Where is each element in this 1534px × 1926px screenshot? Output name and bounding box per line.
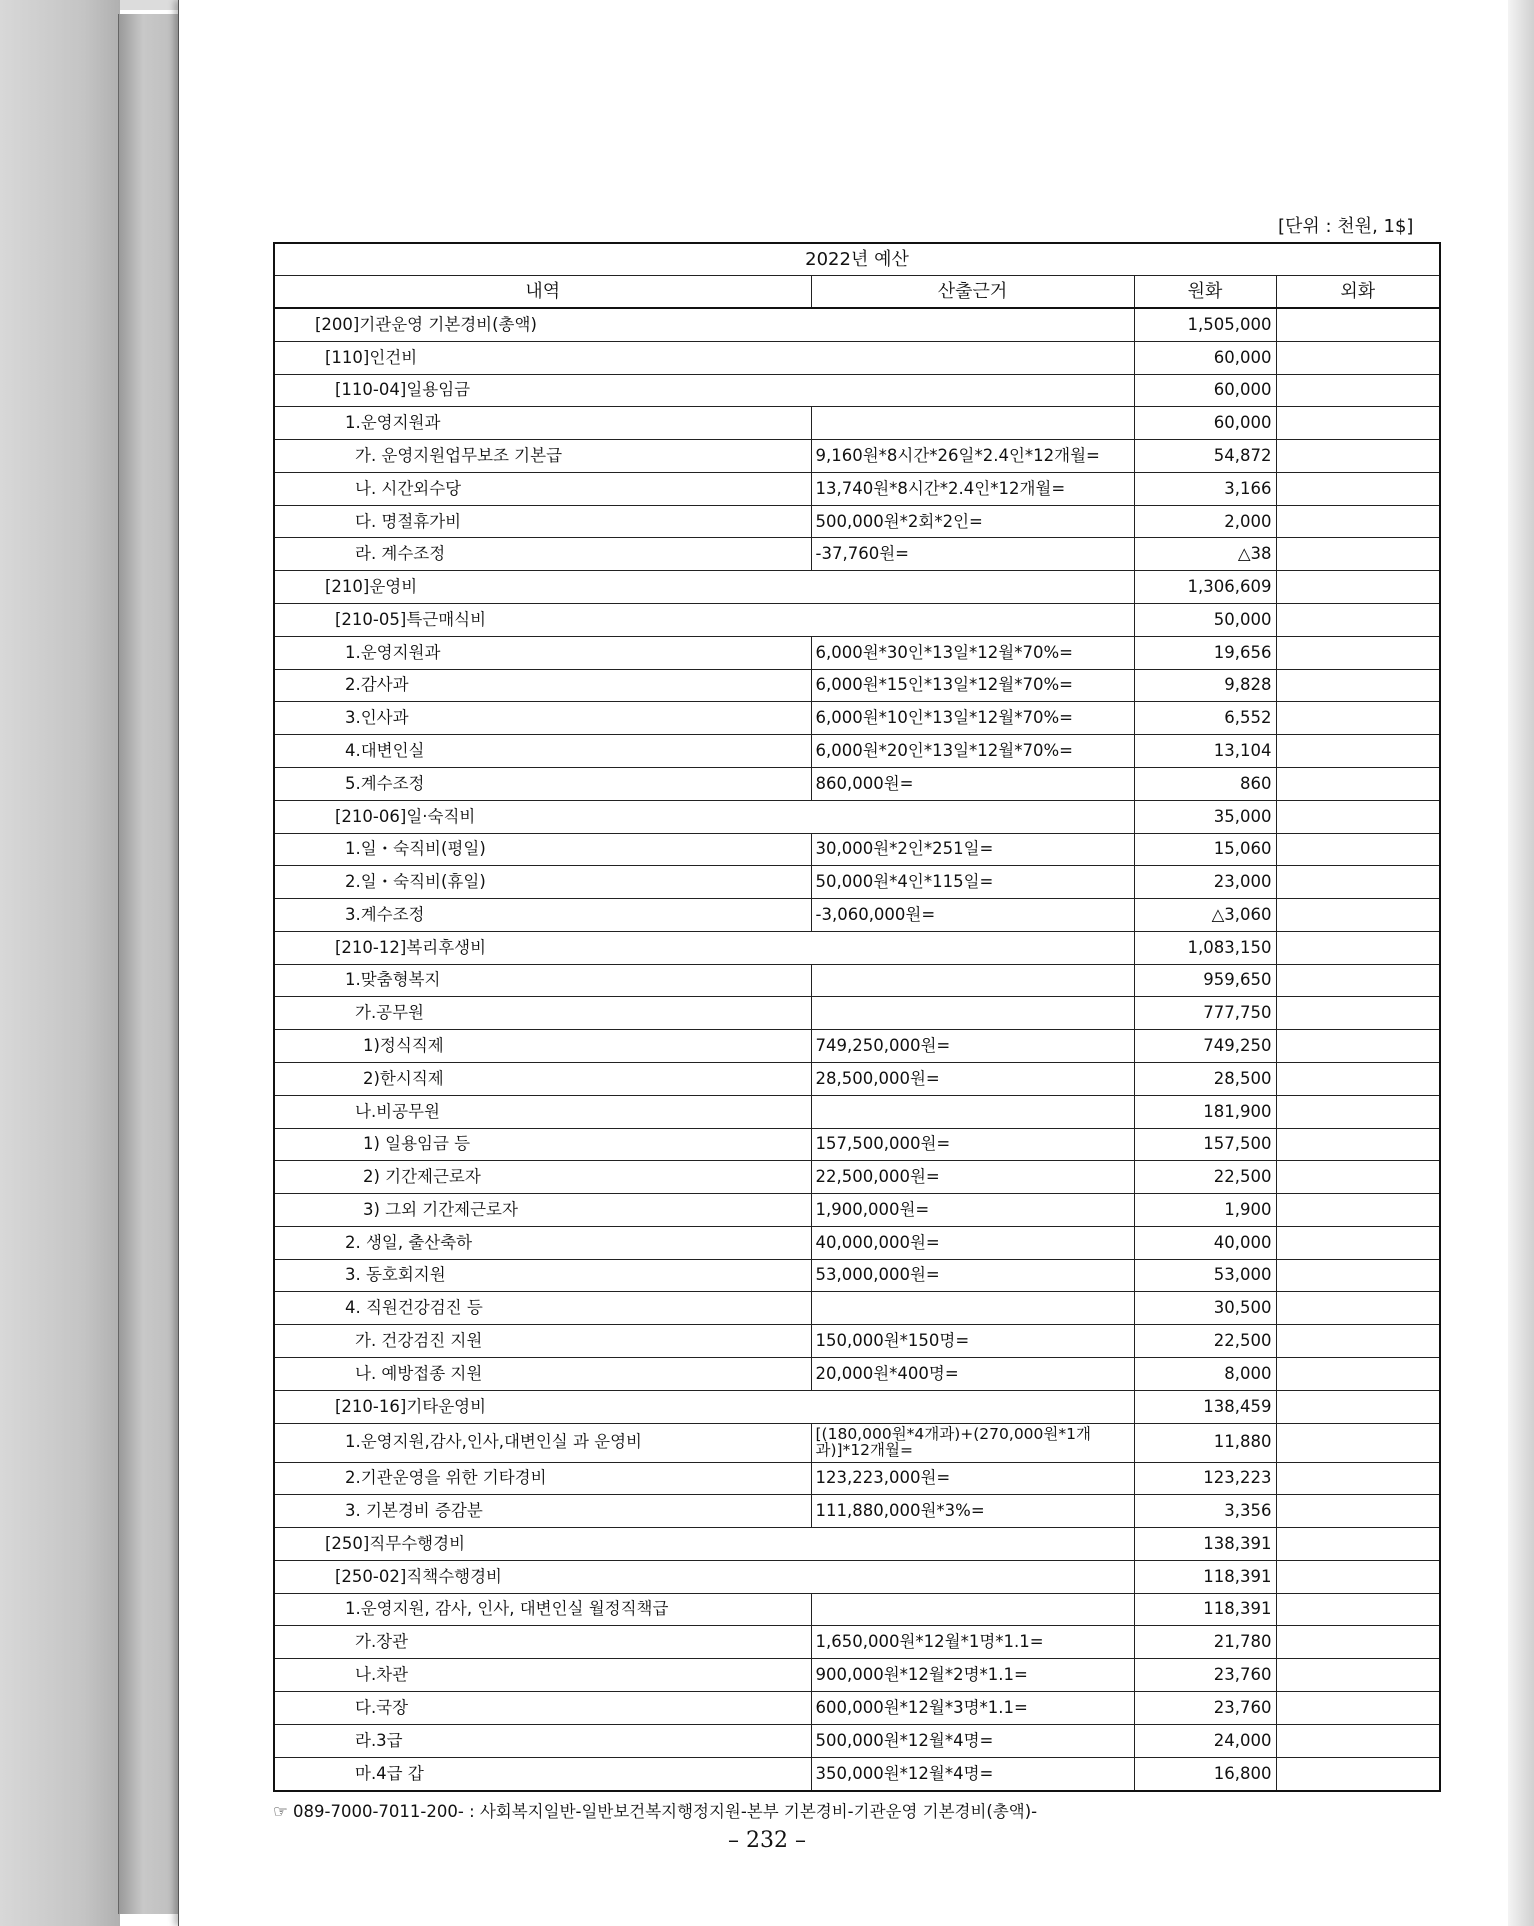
table-row — [274, 1593, 1440, 1626]
cell-fx — [1276, 767, 1440, 800]
cell-fx — [1276, 1724, 1440, 1757]
cell-basis: 6,000원*15인*13일*12월*70%= — [811, 669, 1134, 702]
table-row — [274, 833, 1440, 866]
table-row — [274, 407, 1440, 440]
cell-item: [210-12]복리후생비 — [274, 931, 1134, 964]
table-row — [274, 1128, 1440, 1161]
cell-krw: 60,000 — [1134, 341, 1276, 374]
cell-krw: 60,000 — [1134, 374, 1276, 407]
table-row — [274, 505, 1440, 538]
cell-fx — [1276, 735, 1440, 768]
cell-krw: 1,505,000 — [1134, 308, 1276, 341]
cell-fx — [1276, 1528, 1440, 1561]
cell-fx — [1276, 1161, 1440, 1194]
column-header-row — [274, 276, 1440, 309]
cell-fx — [1276, 1757, 1440, 1791]
cell-krw: 23,000 — [1134, 866, 1276, 899]
cell-krw: 54,872 — [1134, 440, 1276, 473]
cell-item: 나.차관 — [274, 1659, 811, 1692]
column-header-fx: 외화 — [1276, 276, 1440, 309]
table-row — [274, 1194, 1440, 1227]
cell-basis: 28,500,000원= — [811, 1062, 1134, 1095]
cell-fx — [1276, 899, 1440, 932]
book-spine — [118, 14, 179, 1914]
cell-basis: 350,000원*12월*4명= — [811, 1757, 1134, 1791]
cell-item: 1.맞춤형복지 — [274, 964, 811, 997]
cell-basis — [811, 964, 1134, 997]
cell-basis: 9,160원*8시간*26일*2.4인*12개월= — [811, 440, 1134, 473]
table-row — [274, 1062, 1440, 1095]
cell-fx — [1276, 571, 1440, 604]
cell-krw: 30,500 — [1134, 1292, 1276, 1325]
cell-krw: 1,083,150 — [1134, 931, 1276, 964]
table-row — [274, 1226, 1440, 1259]
cell-krw: 749,250 — [1134, 1030, 1276, 1063]
cell-krw: 860 — [1134, 767, 1276, 800]
table-row — [274, 800, 1440, 833]
cell-fx — [1276, 1560, 1440, 1593]
table-row — [274, 341, 1440, 374]
cell-krw: 1,306,609 — [1134, 571, 1276, 604]
cell-krw: △3,060 — [1134, 899, 1276, 932]
cell-item: 3. 동호회지원 — [274, 1259, 811, 1292]
cell-fx — [1276, 1593, 1440, 1626]
table-row — [274, 702, 1440, 735]
cell-item: 1)정식직제 — [274, 1030, 811, 1063]
cell-fx — [1276, 308, 1440, 341]
cell-fx — [1276, 407, 1440, 440]
cell-krw: 3,166 — [1134, 472, 1276, 505]
cell-krw: 40,000 — [1134, 1226, 1276, 1259]
cell-item: 가. 운영지원업무보조 기본급 — [274, 440, 811, 473]
cell-item: 1.운영지원과 — [274, 407, 811, 440]
table-row — [274, 1423, 1440, 1462]
cell-item: 가.장관 — [274, 1626, 811, 1659]
cell-krw: 19,656 — [1134, 636, 1276, 669]
cell-fx — [1276, 1390, 1440, 1423]
table-row — [274, 636, 1440, 669]
cell-item: 가.공무원 — [274, 997, 811, 1030]
cell-basis: 6,000원*20인*13일*12월*70%= — [811, 735, 1134, 768]
cell-krw: 8,000 — [1134, 1358, 1276, 1391]
cell-basis: -3,060,000원= — [811, 899, 1134, 932]
column-header-basis: 산출근거 — [811, 276, 1134, 309]
table-row — [274, 1724, 1440, 1757]
table-row — [274, 1390, 1440, 1423]
cell-krw: 3,356 — [1134, 1495, 1276, 1528]
table-row — [274, 1528, 1440, 1561]
table-title: 2022년 예산 — [274, 243, 1440, 276]
cell-krw: 118,391 — [1134, 1593, 1276, 1626]
cell-basis: 860,000원= — [811, 767, 1134, 800]
cell-fx — [1276, 1691, 1440, 1724]
cell-fx — [1276, 440, 1440, 473]
cell-krw: 138,391 — [1134, 1528, 1276, 1561]
cell-basis — [811, 1095, 1134, 1128]
cell-krw: 15,060 — [1134, 833, 1276, 866]
cell-item: [250]직무수행경비 — [274, 1528, 1134, 1561]
cell-basis: 53,000,000원= — [811, 1259, 1134, 1292]
table-row — [274, 1495, 1440, 1528]
cell-item: 라.3급 — [274, 1724, 811, 1757]
cell-basis: 111,880,000원*3%= — [811, 1495, 1134, 1528]
table-row — [274, 1292, 1440, 1325]
table-row — [274, 308, 1440, 341]
table-row — [274, 1358, 1440, 1391]
cell-item: [210-06]일·숙직비 — [274, 800, 1134, 833]
cell-krw: 24,000 — [1134, 1724, 1276, 1757]
cell-basis: 157,500,000원= — [811, 1128, 1134, 1161]
cell-krw: 157,500 — [1134, 1128, 1276, 1161]
cell-krw: 28,500 — [1134, 1062, 1276, 1095]
cell-fx — [1276, 833, 1440, 866]
cell-fx — [1276, 1358, 1440, 1391]
cell-fx — [1276, 1095, 1440, 1128]
cell-krw: 138,459 — [1134, 1390, 1276, 1423]
table-row — [274, 1462, 1440, 1495]
cell-krw: 123,223 — [1134, 1462, 1276, 1495]
table-row — [274, 472, 1440, 505]
cell-item: 4.대변인실 — [274, 735, 811, 768]
unit-label: [단위 : 천원, 1$] — [1278, 216, 1414, 237]
cell-krw: 60,000 — [1134, 407, 1276, 440]
cell-fx — [1276, 1062, 1440, 1095]
table-row — [274, 1259, 1440, 1292]
table-row — [274, 1659, 1440, 1692]
cell-item: [210]운영비 — [274, 571, 1134, 604]
table-row — [274, 767, 1440, 800]
cell-basis: 123,223,000원= — [811, 1462, 1134, 1495]
cell-fx — [1276, 866, 1440, 899]
cell-item: 5.계수조정 — [274, 767, 811, 800]
cell-krw: 118,391 — [1134, 1560, 1276, 1593]
cell-item: 3. 기본경비 증감분 — [274, 1495, 811, 1528]
cell-fx — [1276, 505, 1440, 538]
cell-krw: 181,900 — [1134, 1095, 1276, 1128]
cell-basis: -37,760원= — [811, 538, 1134, 571]
cell-krw: 23,760 — [1134, 1691, 1276, 1724]
table-row — [274, 1161, 1440, 1194]
cell-krw: 50,000 — [1134, 604, 1276, 637]
cell-basis: 1,650,000원*12월*1명*1.1= — [811, 1626, 1134, 1659]
table-row — [274, 735, 1440, 768]
cell-basis: [(180,000원*4개과)+(270,000원*1개과)]*12개월= — [811, 1423, 1134, 1462]
cell-krw: 22,500 — [1134, 1161, 1276, 1194]
cell-item: 1) 일용임금 등 — [274, 1128, 811, 1161]
cell-item: 다.국장 — [274, 1691, 811, 1724]
cell-item: 3.인사과 — [274, 702, 811, 735]
cell-fx — [1276, 964, 1440, 997]
cell-krw: 22,500 — [1134, 1325, 1276, 1358]
table-row — [274, 1325, 1440, 1358]
cell-krw: 53,000 — [1134, 1259, 1276, 1292]
cell-item: 1.운영지원, 감사, 인사, 대변인실 월정직책급 — [274, 1593, 811, 1626]
cell-basis: 20,000원*400명= — [811, 1358, 1134, 1391]
table-row — [274, 669, 1440, 702]
cell-basis: 900,000원*12월*2명*1.1= — [811, 1659, 1134, 1692]
cell-fx — [1276, 472, 1440, 505]
cell-basis: 6,000원*10인*13일*12월*70%= — [811, 702, 1134, 735]
column-header-krw: 원화 — [1134, 276, 1276, 309]
cell-item: [250-02]직책수행경비 — [274, 1560, 1134, 1593]
cell-item: 1.일・숙직비(평일) — [274, 833, 811, 866]
cell-basis: 749,250,000원= — [811, 1030, 1134, 1063]
cell-item: 3) 그외 기간제근로자 — [274, 1194, 811, 1227]
cell-item: 3.계수조정 — [274, 899, 811, 932]
cell-fx — [1276, 931, 1440, 964]
table-row — [274, 604, 1440, 637]
cell-basis: 40,000,000원= — [811, 1226, 1134, 1259]
cell-fx — [1276, 341, 1440, 374]
cell-fx — [1276, 702, 1440, 735]
page-edge-left — [0, 0, 120, 1926]
cell-krw: 21,780 — [1134, 1626, 1276, 1659]
cell-item: [110]인건비 — [274, 341, 1134, 374]
cell-item: 다. 명절휴가비 — [274, 505, 811, 538]
cell-fx — [1276, 1292, 1440, 1325]
cell-item: 나. 예방접종 지원 — [274, 1358, 811, 1391]
table-row — [274, 964, 1440, 997]
cell-krw: 13,104 — [1134, 735, 1276, 768]
cell-krw: 23,760 — [1134, 1659, 1276, 1692]
cell-basis: 22,500,000원= — [811, 1161, 1134, 1194]
cell-fx — [1276, 800, 1440, 833]
cell-krw: 959,650 — [1134, 964, 1276, 997]
table-row — [274, 866, 1440, 899]
page-number: – 232 – — [728, 1828, 806, 1853]
cell-basis: 500,000원*12월*4명= — [811, 1724, 1134, 1757]
cell-item: 2.감사과 — [274, 669, 811, 702]
cell-krw: 35,000 — [1134, 800, 1276, 833]
cell-item: 1.운영지원,감사,인사,대변인실 과 운영비 — [274, 1423, 811, 1462]
cell-item: 2. 생일, 출산축하 — [274, 1226, 811, 1259]
cell-fx — [1276, 1659, 1440, 1692]
cell-basis — [811, 407, 1134, 440]
cell-basis: 150,000원*150명= — [811, 1325, 1134, 1358]
cell-krw: △38 — [1134, 538, 1276, 571]
cell-fx — [1276, 1423, 1440, 1462]
cell-fx — [1276, 1128, 1440, 1161]
table-row — [274, 1030, 1440, 1063]
cell-item: 나. 시간외수당 — [274, 472, 811, 505]
table-row — [274, 1691, 1440, 1724]
cell-fx — [1276, 538, 1440, 571]
cell-item: [210-16]기타운영비 — [274, 1390, 1134, 1423]
table-row — [274, 931, 1440, 964]
cell-fx — [1276, 669, 1440, 702]
cell-krw: 777,750 — [1134, 997, 1276, 1030]
cell-item: 가. 건강검진 지원 — [274, 1325, 811, 1358]
cell-item: 2) 기간제근로자 — [274, 1161, 811, 1194]
cell-basis — [811, 997, 1134, 1030]
footnote: ☞ 089-7000-7011-200- : 사회복지일반-일반보건복지행정지원-본부 기본경비-기관운영 기본경비(총액)- — [273, 1802, 1038, 1821]
table-row — [274, 571, 1440, 604]
budget-table — [273, 242, 1441, 1792]
cell-item: 1.운영지원과 — [274, 636, 811, 669]
cell-krw: 9,828 — [1134, 669, 1276, 702]
table-row — [274, 538, 1440, 571]
cell-fx — [1276, 1030, 1440, 1063]
cell-item: [200]기관운영 기본경비(총액) — [274, 308, 1134, 341]
table-row — [274, 1626, 1440, 1659]
cell-basis: 500,000원*2회*2인= — [811, 505, 1134, 538]
cell-fx — [1276, 1259, 1440, 1292]
cell-basis: 1,900,000원= — [811, 1194, 1134, 1227]
cell-fx — [1276, 997, 1440, 1030]
cell-item: 4. 직원건강검진 등 — [274, 1292, 811, 1325]
table-row — [274, 1560, 1440, 1593]
cell-item: 나.비공무원 — [274, 1095, 811, 1128]
cell-krw: 6,552 — [1134, 702, 1276, 735]
table-title-row — [274, 243, 1440, 276]
cell-basis: 600,000원*12월*3명*1.1= — [811, 1691, 1134, 1724]
table-row — [274, 440, 1440, 473]
cell-fx — [1276, 636, 1440, 669]
cell-item: [210-05]특근매식비 — [274, 604, 1134, 637]
table-row — [274, 899, 1440, 932]
cell-krw: 2,000 — [1134, 505, 1276, 538]
cell-basis: 50,000원*4인*115일= — [811, 866, 1134, 899]
cell-krw: 1,900 — [1134, 1194, 1276, 1227]
table-row — [274, 1757, 1440, 1791]
cell-krw: 11,880 — [1134, 1423, 1276, 1462]
table-row — [274, 374, 1440, 407]
cell-fx — [1276, 1325, 1440, 1358]
cell-basis: 30,000원*2인*251일= — [811, 833, 1134, 866]
cell-krw: 16,800 — [1134, 1757, 1276, 1791]
cell-fx — [1276, 1194, 1440, 1227]
cell-basis: 13,740원*8시간*2.4인*12개월= — [811, 472, 1134, 505]
cell-fx — [1276, 1495, 1440, 1528]
cell-fx — [1276, 1226, 1440, 1259]
cell-item: 2)한시직제 — [274, 1062, 811, 1095]
cell-item: 2.일・숙직비(휴일) — [274, 866, 811, 899]
table-row — [274, 997, 1440, 1030]
cell-basis — [811, 1593, 1134, 1626]
table-row — [274, 1095, 1440, 1128]
table-body — [274, 308, 1440, 1791]
cell-item: 라. 계수조정 — [274, 538, 811, 571]
cell-item: [110-04]일용임금 — [274, 374, 1134, 407]
cell-fx — [1276, 604, 1440, 637]
page-edge-right — [1508, 0, 1534, 1926]
cell-fx — [1276, 1626, 1440, 1659]
cell-basis: 6,000원*30인*13일*12월*70%= — [811, 636, 1134, 669]
cell-basis — [811, 1292, 1134, 1325]
cell-fx — [1276, 374, 1440, 407]
cell-item: 2.기관운영을 위한 기타경비 — [274, 1462, 811, 1495]
column-header-item: 내역 — [274, 276, 811, 309]
cell-item: 마.4급 갑 — [274, 1757, 811, 1791]
cell-fx — [1276, 1462, 1440, 1495]
